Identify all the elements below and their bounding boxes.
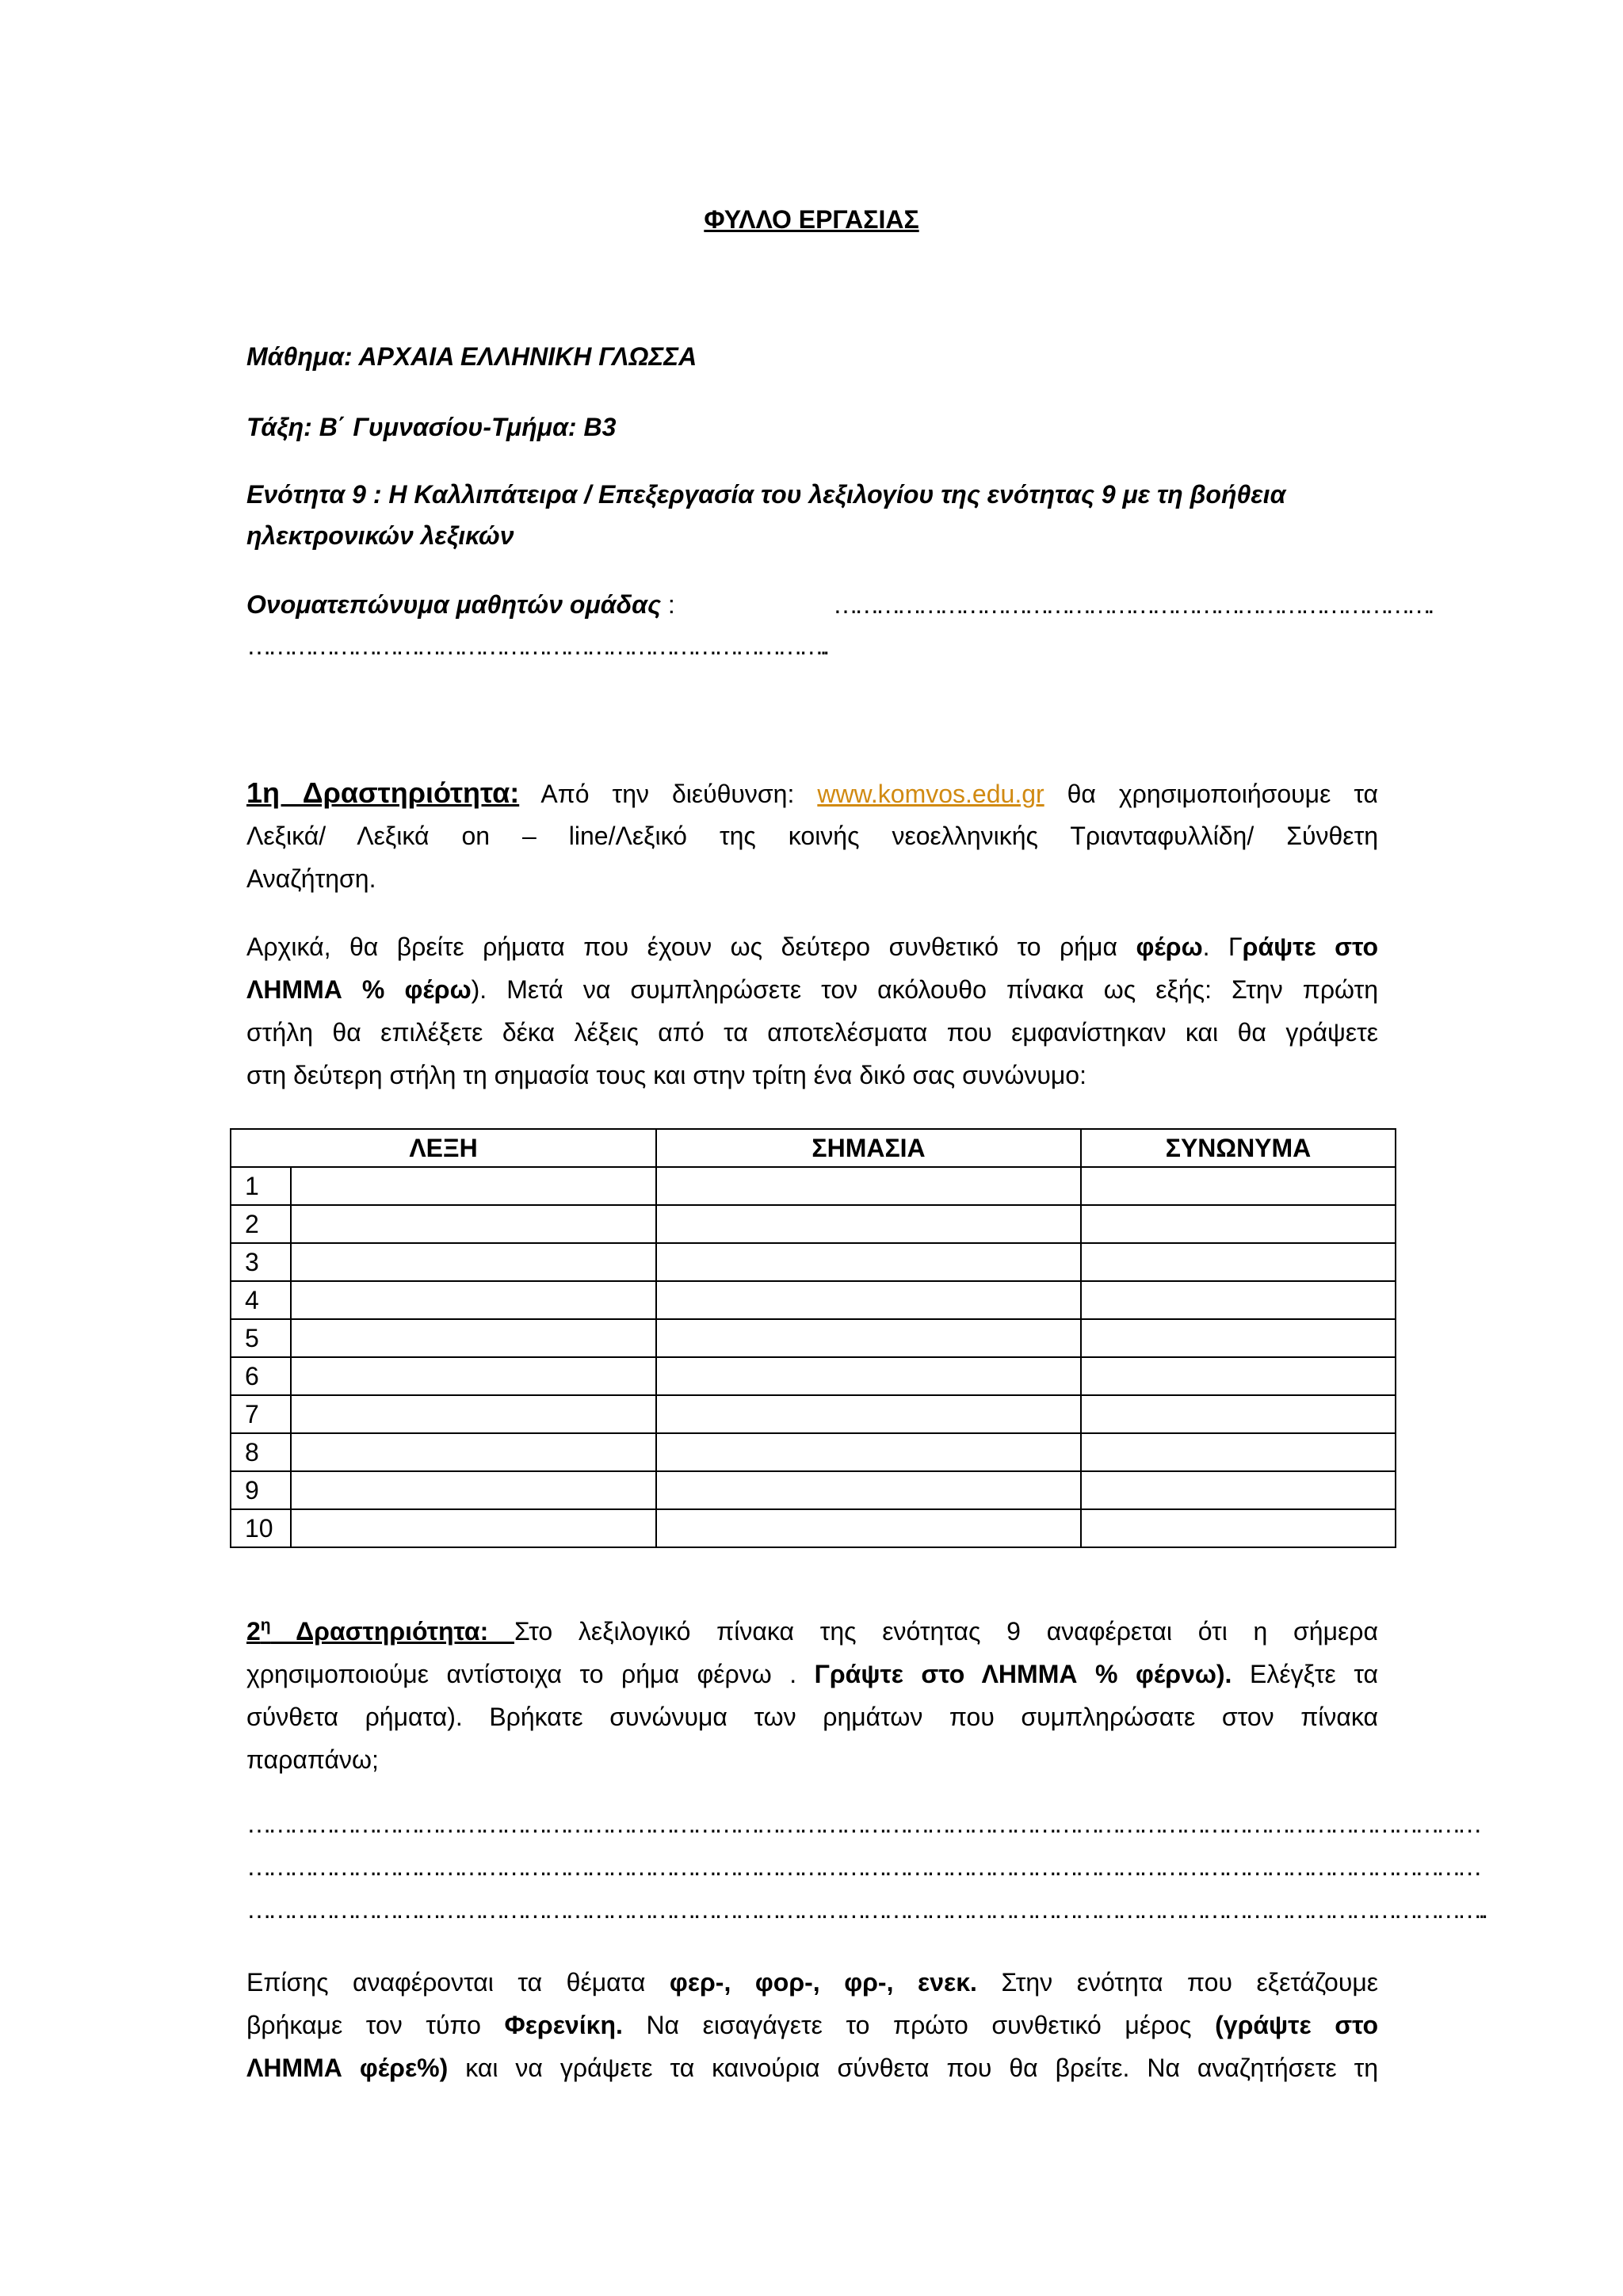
activity-2-bold-instruction: Γράψτε στο ΛΗΜΜΑ % φέρνω).: [814, 1660, 1232, 1688]
stems-bold-ferenike: Φερενίκη.: [504, 2011, 623, 2039]
row-number: 2: [231, 1205, 291, 1243]
student-names-line-2: [246, 625, 1378, 666]
meaning-cell: [656, 1319, 1081, 1357]
activity-1-text-a: Από την διεύθυνση:: [519, 780, 818, 808]
stems-bold-write: (γράψτε στο: [1215, 2011, 1379, 2039]
instructions-text-1a: Αρχικά, θα βρείτε ρήματα που έχουν ως δεύτερο συνθετικό το ρήμα: [246, 933, 1136, 961]
row-number: 10: [231, 1509, 291, 1547]
activity-1-text-line-3: Αναζήτηση.: [246, 864, 376, 893]
word-cell: [291, 1281, 656, 1319]
meaning-cell: [656, 1509, 1081, 1547]
synonym-cell: [1081, 1281, 1396, 1319]
instructions-line-1: [246, 925, 1378, 968]
table-row: [231, 1395, 1396, 1433]
instructions-bold-ferw: φέρω: [1136, 933, 1203, 961]
synonym-cell: [1081, 1509, 1396, 1547]
synonym-cell: [1081, 1395, 1396, 1433]
page-title: ΦΥΛΛΟ ΕΡΓΑΣΙΑΣ: [704, 205, 919, 234]
header-word: ΛΕΞΗ: [231, 1129, 656, 1167]
synonym-cell: [1081, 1167, 1396, 1205]
activity-2-line-4: [246, 1738, 1378, 1781]
table-row: [231, 1205, 1396, 1243]
meaning-cell: [656, 1395, 1081, 1433]
activity-2-heading-superscript: η: [260, 1616, 271, 1634]
word-cell: [291, 1471, 656, 1509]
meaning-cell: [656, 1471, 1081, 1509]
student-names-dots-1: ………………………………………………………………………….: [833, 590, 1431, 619]
stems-line-1: [246, 1961, 1378, 2004]
stems-text-2a: βρήκαμε τον τύπο: [246, 2011, 505, 2039]
stems-bold-lemma: ΛΗΜΜΑ φέρε%): [246, 2054, 449, 2082]
row-number: 9: [231, 1471, 291, 1509]
vocabulary-table: [230, 1128, 1396, 1548]
instructions-text-1b: . Γ: [1202, 933, 1243, 961]
instructions-paragraph: [246, 925, 1378, 1097]
stems-text-2b: Να εισαγάγετε το πρώτο συνθετικό μέρος: [622, 2011, 1216, 2039]
activity-2-heading-word: Δραστηριότητα:: [270, 1617, 514, 1646]
activity-2-line-2: [246, 1653, 1378, 1695]
activity-1-paragraph: [246, 772, 1378, 900]
row-number: 5: [231, 1319, 291, 1357]
instructions-bold-lemma: ΛΗΜΜΑ % φέρω: [246, 975, 472, 1004]
activity-2-heading-number: 2: [246, 1617, 261, 1646]
meaning-cell: [656, 1167, 1081, 1205]
instructions-line-4: [246, 1054, 1378, 1097]
activity-1-line-1: [246, 772, 1378, 814]
word-cell: [291, 1357, 656, 1395]
student-names-colon: :: [661, 590, 675, 619]
table-row: [231, 1319, 1396, 1357]
subject-line: [246, 335, 1378, 378]
table-row: [231, 1433, 1396, 1471]
student-names-line-1: [246, 584, 1431, 625]
word-cell: [291, 1205, 656, 1243]
answer-dots-line: …………………………………………………………………………………………………………………………………………………………..: [246, 1895, 1484, 1924]
activity-2-text-4: παραπάνω;: [246, 1745, 379, 1774]
word-cell: [291, 1433, 656, 1471]
row-number: 6: [231, 1357, 291, 1395]
table-row: [231, 1509, 1396, 1547]
unit-text-line-2: ηλεκτρονικών λεξικών: [246, 521, 514, 550]
header-synonym: ΣΥΝΩΝΥΜΑ: [1081, 1129, 1396, 1167]
row-number: 4: [231, 1281, 291, 1319]
activity-2-text-2a: χρησιμοποιούμε αντίστοιχα το ρήμα φέρνω .: [246, 1660, 815, 1688]
meaning-cell: [656, 1281, 1081, 1319]
synonym-cell: [1081, 1471, 1396, 1509]
activity-2-heading: [246, 1617, 514, 1646]
table-header-row: [231, 1129, 1396, 1167]
stems-line-2: [246, 2004, 1378, 2046]
activity-2-text-2b: Ελέγξτε τα: [1232, 1660, 1379, 1688]
instructions-text-4: στη δεύτερη στήλη τη σημασία τους και στην τρίτη ένα δικό σας συνώνυμο:: [246, 1061, 1086, 1089]
table-row: [231, 1357, 1396, 1395]
meaning-cell: [656, 1433, 1081, 1471]
activity-1-line-3: [246, 857, 1378, 900]
unit-description: [246, 474, 1378, 556]
activity-2-text-1: Στο λεξιλογικό πίνακα της ενότητας 9 αναφέρεται ότι η σήμερα: [514, 1617, 1379, 1646]
word-cell: [291, 1167, 656, 1205]
synonym-cell: [1081, 1205, 1396, 1243]
stems-text-1b: Στην ενότητα που εξετάζουμε: [976, 1968, 1379, 1997]
stems-text-1a: Επίσης αναφέρονται τα θέματα: [246, 1968, 670, 1997]
instructions-text-2: ). Μετά να συμπληρώσετε τον ακόλουθο πίνακα ως εξής: Στην πρώτη: [471, 975, 1378, 1004]
word-cell: [291, 1395, 656, 1433]
instructions-text-3: στήλη θα επιλέξετε δέκα λέξεις από τα αποτελέσματα που εμφανίστηκαν και θα γράψετε: [246, 1018, 1378, 1047]
instructions-bold-write: ράψτε στο: [1242, 933, 1379, 961]
table-row: [231, 1281, 1396, 1319]
student-names-field: [246, 584, 1431, 666]
class-text: Τάξη: Β΄ Γυμνασίου-Τμήμα: Β3: [246, 413, 617, 441]
activity-2-text-3: σύνθετα ρήματα). Βρήκατε συνώνυμα των ρημάτων που συμπληρώσατε στον πίνακα: [246, 1703, 1378, 1731]
table-row: [231, 1167, 1396, 1205]
meaning-cell: [656, 1357, 1081, 1395]
activity-1-heading: 1η Δραστηριότητα:: [246, 776, 520, 809]
activity-2-line-3: [246, 1695, 1378, 1738]
word-cell: [291, 1509, 656, 1547]
synonym-cell: [1081, 1243, 1396, 1281]
synonym-cell: [1081, 1433, 1396, 1471]
activity-1-line-2: [246, 814, 1378, 857]
word-cell: [291, 1243, 656, 1281]
synonym-cell: [1081, 1319, 1396, 1357]
table-row: [231, 1243, 1396, 1281]
subject-text: Μάθημα: ΑΡΧΑΙΑ ΕΛΛΗΝΙΚΗ ΓΛΩΣΣΑ: [246, 342, 697, 371]
answer-dots-line: …………………………………………………………………………………………………………………………………………………………: [246, 1810, 1479, 1838]
unit-text-line-1: Ενότητα 9 : Η Καλλιπάτειρα / Επεξεργασία του λεξιλογίου της ενότητας 9 με τη βοήθεια: [246, 480, 1286, 509]
synonym-cell: [1081, 1357, 1396, 1395]
stems-bold-stems: φερ-, φορ-, φρ-, ενεκ.: [669, 1968, 977, 1997]
row-number: 7: [231, 1395, 291, 1433]
stems-text-3: και να γράψετε τα καινούρια σύνθετα που θα βρείτε. Να αναζητήσετε τη: [448, 2054, 1379, 2082]
class-line: [246, 406, 1378, 448]
table-row: [231, 1471, 1396, 1509]
row-number: 1: [231, 1167, 291, 1205]
stems-paragraph: [246, 1961, 1378, 2089]
answer-lines: [246, 1802, 1484, 1931]
row-number: 3: [231, 1243, 291, 1281]
instructions-line-3: [246, 1011, 1378, 1054]
activity-1-text-line-2: Λεξικά/ Λεξικά on – line/Λεξικό της κοινής νεοελληνικής Τριανταφυλλίδη/ Σύνθετη: [246, 822, 1378, 850]
student-names-dots-2: ………………………………………………………………………..: [246, 631, 826, 660]
instructions-line-2: [246, 968, 1378, 1011]
komvos-link[interactable]: www.komvos.edu.gr: [817, 780, 1044, 808]
meaning-cell: [656, 1205, 1081, 1243]
stems-line-3: [246, 2046, 1378, 2089]
answer-dots-line: …………………………………………………………………………………………………………………………………………………………: [246, 1852, 1479, 1881]
header-meaning: ΣΗΜΑΣΙΑ: [656, 1129, 1081, 1167]
row-number: 8: [231, 1433, 291, 1471]
meaning-cell: [656, 1243, 1081, 1281]
student-names-label: Ονοματεπώνυμα μαθητών ομάδας: [246, 590, 661, 619]
word-cell: [291, 1319, 656, 1357]
activity-2-line-1: [246, 1610, 1378, 1653]
activity-2-paragraph: [246, 1610, 1378, 1781]
activity-1-text-b: θα χρησιμοποιήσουμε τα: [1044, 780, 1379, 808]
